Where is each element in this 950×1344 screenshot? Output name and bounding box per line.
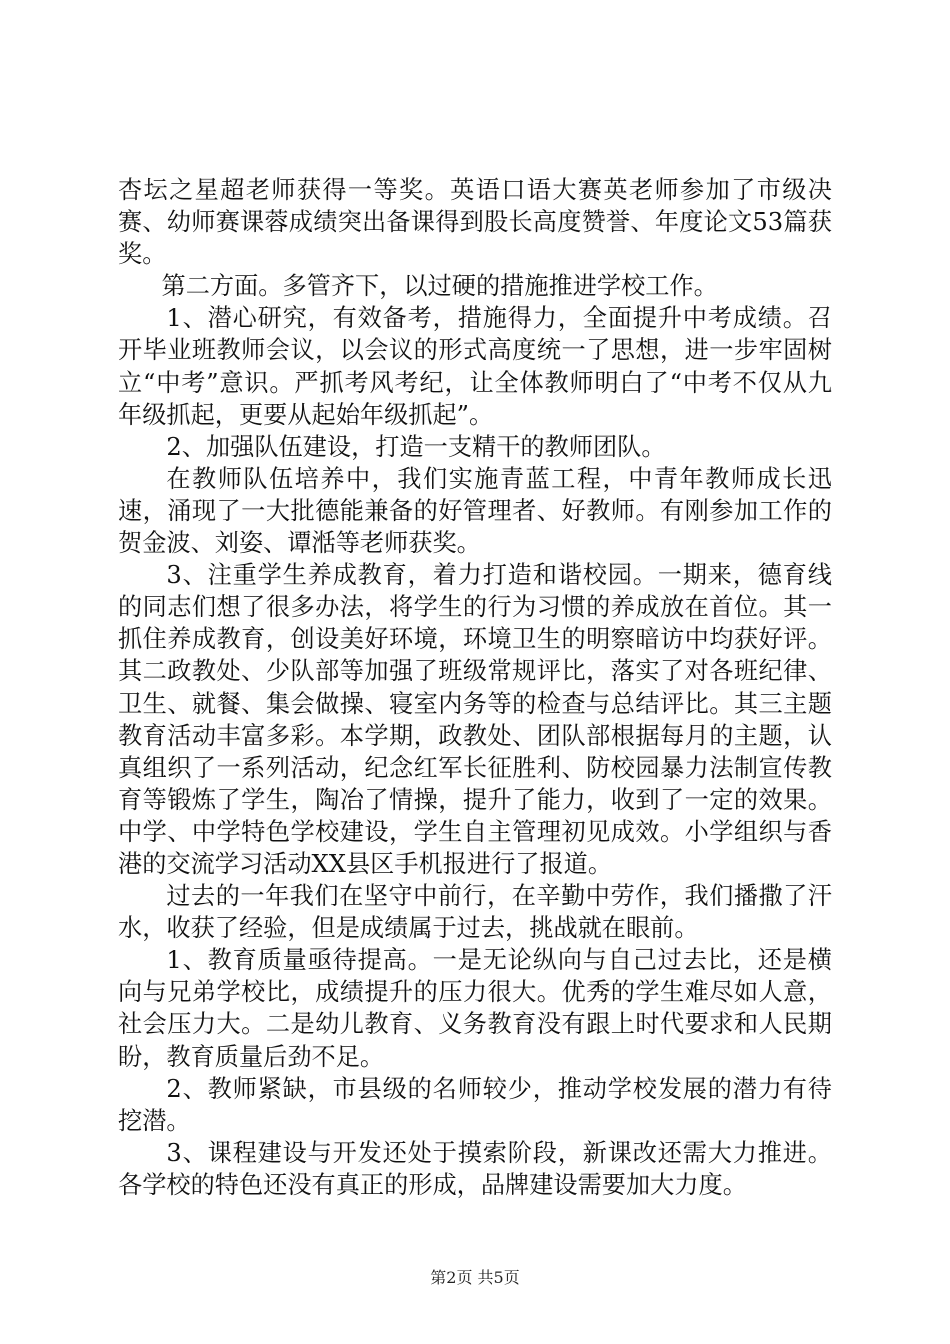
paragraph-3: 1、潜心研究，有效备考，措施得力，全面提升中考成绩。召开毕业班教师会议，以会议的形式高度统一了思想，进一步牢固树立“中考”意识。严抓考风考纪，让全体教师明白了“中考不仅从九年级抓起，更要从起始年级抓起”。	[118, 304, 832, 429]
paragraph-6: 3、注重学生养成教育，着力打造和谐校园。一期来，德育线的同志们想了很多办法，将学生的行为习惯的养成放在首位。其一抓住养成教育，创设美好环境，环境卫生的明察暗访中均获好评。其二政教处、少队部等加强了班级常规评比，落实了对各班纪律、卫生、就餐、集会做操、寝室内务等的检查与总结评比。其三主题教育活动丰富多彩。本学期，政教处、团队部根据每月的主题，认真组织了一系列活动，纪念红军长征胜利、防校园暴力法制宣传教育等锻炼了学生，陶冶了情操，提升了能力，收到了一定的效果。中学、中学特色学校建设，学生自主管理初见成效。小学组织与香港的交流学习活动XX县区手机报进行了报道。	[118, 561, 832, 878]
paragraph-2: 第二方面。多管齐下，以过硬的措施推进学校工作。	[161, 272, 718, 301]
paragraph-10: 3、课程建设与开发还处于摸索阶段，新课改还需大力推进。各学校的特色还没有真正的形成，品牌建设需要加大力度。	[118, 1138, 832, 1199]
document-body	[118, 174, 832, 1201]
paragraph-8: 1、教育质量亟待提高。一是无论纵向与自己过去比，还是横向与兄弟学校比，成绩提升的压力很大。优秀的学生难尽如人意，社会压力大。二是幼儿教育、义务教育没有跟上时代要求和人民期盼，教育质量后劲不足。	[118, 946, 832, 1071]
paragraph-5: 在教师队伍培养中，我们实施青蓝工程，中青年教师成长迅速，涌现了一大批德能兼备的好管理者、好教师。有刚参加工作的贺金波、刘姿、谭湉等老师获奖。	[118, 464, 832, 558]
page-footer: 第2页 共5页	[430, 1268, 520, 1287]
paragraph-9: 2、教师紧缺，市县级的名师较少，推动学校发展的潜力有待挖潜。	[118, 1074, 832, 1135]
paragraph-4: 2、加强队伍建设，打造一支精干的教师团队。	[166, 432, 666, 461]
paragraph-1: 杏坛之星超老师获得一等奖。英语口语大赛英老师参加了市级决赛、幼师赛课蓉成绩突出备课得到股长高度赞誉、年度论文53篇获奖。	[118, 176, 832, 269]
paragraph-7: 过去的一年我们在坚守中前行，在辛勤中劳作，我们播撒了汗水，收获了经验，但是成绩属于过去，挑战就在眼前。	[118, 882, 832, 943]
